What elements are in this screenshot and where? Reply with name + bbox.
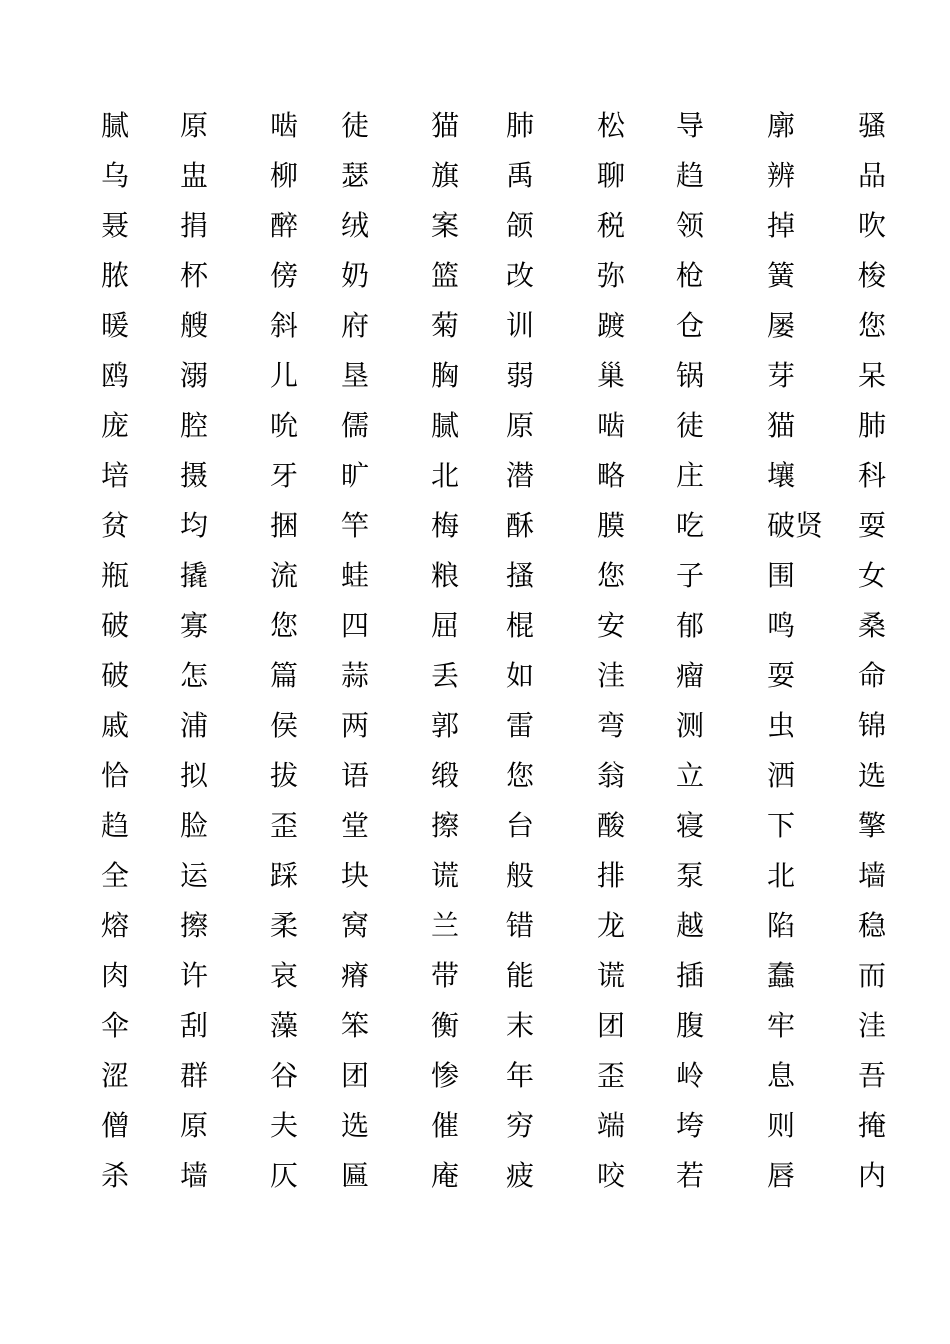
character-cell: 蠢 — [767, 959, 796, 992]
character-cell: 掉 — [767, 209, 796, 242]
character-cell: 寝 — [676, 809, 705, 842]
character-cell: 您 — [506, 759, 535, 792]
character-cell: 簧 — [767, 259, 796, 292]
character-cell: 吹 — [858, 209, 887, 242]
character-cell: 窝 — [341, 909, 370, 942]
character-cell: 巢 — [597, 359, 626, 392]
character-cell: 腻 — [431, 409, 460, 442]
character-cell: 四 — [341, 609, 370, 642]
character-row — [0, 354, 950, 404]
character-cell: 胸 — [431, 359, 460, 392]
character-cell: 吮 — [270, 409, 299, 442]
character-cell: 聊 — [597, 159, 626, 192]
character-cell: 腹 — [676, 1009, 705, 1042]
character-cell: 内 — [858, 1159, 887, 1192]
character-cell: 培 — [101, 459, 130, 492]
character-cell: 错 — [506, 909, 535, 942]
character-cell: 块 — [341, 859, 370, 892]
character-row — [0, 1104, 950, 1154]
character-cell: 破 — [101, 659, 130, 692]
character-cell: 熔 — [101, 909, 130, 942]
character-cell: 奶 — [341, 259, 370, 292]
character-cell: 搔 — [506, 559, 535, 592]
character-cell: 竿 — [341, 509, 370, 542]
character-cell: 端 — [597, 1109, 626, 1142]
character-cell: 骚 — [858, 109, 887, 142]
character-cell: 桑 — [858, 609, 887, 642]
character-cell: 艘 — [180, 309, 209, 342]
character-cell: 杯 — [180, 259, 209, 292]
character-row — [0, 904, 950, 954]
character-cell: 浦 — [180, 709, 209, 742]
character-cell: 仓 — [676, 309, 705, 342]
character-cell: 穷 — [506, 1109, 535, 1142]
character-cell: 猫 — [767, 409, 796, 442]
character-cell: 则 — [767, 1109, 796, 1142]
character-cell: 屡 — [767, 309, 796, 342]
character-cell: 掩 — [858, 1109, 887, 1142]
character-row — [0, 254, 950, 304]
character-cell: 洒 — [767, 759, 796, 792]
character-cell: 训 — [506, 309, 535, 342]
character-cell: 杀 — [101, 1159, 130, 1192]
character-cell: 夫 — [270, 1109, 299, 1142]
character-cell: 瓶 — [101, 559, 130, 592]
character-cell: 斜 — [270, 309, 299, 342]
character-cell: 围 — [767, 559, 796, 592]
character-cell: 庄 — [676, 459, 705, 492]
character-cell: 龙 — [597, 909, 626, 942]
character-cell: 歪 — [597, 1059, 626, 1092]
character-cell: 北 — [431, 459, 460, 492]
character-cell: 子 — [676, 559, 705, 592]
character-cell: 般 — [506, 859, 535, 892]
character-cell: 枪 — [676, 259, 705, 292]
character-cell: 脓 — [101, 259, 130, 292]
character-cell: 衡 — [431, 1009, 460, 1042]
character-cell: 原 — [180, 1109, 209, 1142]
character-cell: 年 — [506, 1059, 535, 1092]
character-cell: 咬 — [597, 1159, 626, 1192]
character-cell: 兰 — [431, 909, 460, 942]
character-cell: 潜 — [506, 459, 535, 492]
character-cell: 怎 — [180, 659, 209, 692]
character-cell: 鸥 — [101, 359, 130, 392]
character-cell: 安 — [597, 609, 626, 642]
character-cell: 儒 — [341, 409, 370, 442]
character-cell: 僧 — [101, 1109, 130, 1142]
character-cell: 粮 — [431, 559, 460, 592]
character-cell: 弱 — [506, 359, 535, 392]
character-cell: 郭 — [431, 709, 460, 742]
character-cell: 歪 — [270, 809, 299, 842]
character-cell: 牢 — [767, 1009, 796, 1042]
character-cell: 若 — [676, 1159, 705, 1192]
character-row — [0, 204, 950, 254]
character-cell: 酥 — [506, 509, 535, 542]
character-cell: 芽 — [767, 359, 796, 392]
character-cell: 带 — [431, 959, 460, 992]
character-cell: 插 — [676, 959, 705, 992]
character-cell: 贫 — [101, 509, 130, 542]
character-cell: 棍 — [506, 609, 535, 642]
character-cell: 许 — [180, 959, 209, 992]
character-cell: 末 — [506, 1009, 535, 1042]
character-cell: 刮 — [180, 1009, 209, 1042]
character-cell: 锅 — [676, 359, 705, 392]
character-cell: 侯 — [270, 709, 299, 742]
character-cell: 戚 — [101, 709, 130, 742]
character-cell: 团 — [341, 1059, 370, 1092]
character-cell: 擦 — [431, 809, 460, 842]
character-cell: 肺 — [506, 109, 535, 142]
character-row — [0, 554, 950, 604]
character-cell: 盅 — [180, 159, 209, 192]
character-cell: 泵 — [676, 859, 705, 892]
character-cell: 弥 — [597, 259, 626, 292]
character-cell: 啮 — [270, 109, 299, 142]
character-cell: 辨 — [767, 159, 796, 192]
character-cell: 语 — [341, 759, 370, 792]
character-cell: 催 — [431, 1109, 460, 1142]
character-cell: 案 — [431, 209, 460, 242]
character-cell: 如 — [506, 659, 535, 692]
character-row — [0, 754, 950, 804]
character-cell: 呆 — [858, 359, 887, 392]
character-cell: 肉 — [101, 959, 130, 992]
character-cell: 涩 — [101, 1059, 130, 1092]
character-cell: 恰 — [101, 759, 130, 792]
character-cell: 谎 — [431, 859, 460, 892]
character-cell: 廓 — [767, 109, 796, 142]
character-cell: 寡 — [180, 609, 209, 642]
character-cell: 雷 — [506, 709, 535, 742]
character-cell: 北 — [767, 859, 796, 892]
character-cell: 屈 — [431, 609, 460, 642]
character-cell: 导 — [676, 109, 705, 142]
character-cell: 庞 — [101, 409, 130, 442]
character-cell: 唇 — [767, 1159, 796, 1192]
character-cell: 垦 — [341, 359, 370, 392]
character-cell: 锦 — [858, 709, 887, 742]
character-row — [0, 654, 950, 704]
character-row — [0, 804, 950, 854]
character-cell: 丢 — [431, 659, 460, 692]
character-cell: 拔 — [270, 759, 299, 792]
character-row — [0, 854, 950, 904]
character-cell: 梭 — [858, 259, 887, 292]
character-cell: 肺 — [858, 409, 887, 442]
character-cell: 撬 — [180, 559, 209, 592]
character-row — [0, 154, 950, 204]
character-cell: 仄 — [270, 1159, 299, 1192]
character-cell: 陷 — [767, 909, 796, 942]
character-cell: 您 — [597, 559, 626, 592]
character-cell: 略 — [597, 459, 626, 492]
character-cell: 傍 — [270, 259, 299, 292]
character-cell: 稳 — [858, 909, 887, 942]
character-cell: 蛙 — [341, 559, 370, 592]
character-cell: 篇 — [270, 659, 299, 692]
character-cell: 排 — [597, 859, 626, 892]
character-cell: 您 — [270, 609, 299, 642]
character-cell: 梅 — [431, 509, 460, 542]
character-cell: 破贤 — [767, 509, 824, 542]
character-cell: 团 — [597, 1009, 626, 1042]
character-cell: 徒 — [676, 409, 705, 442]
character-row — [0, 1004, 950, 1054]
character-cell: 垮 — [676, 1109, 705, 1142]
character-row — [0, 954, 950, 1004]
character-row — [0, 404, 950, 454]
character-cell: 酸 — [597, 809, 626, 842]
character-cell: 篮 — [431, 259, 460, 292]
character-cell: 改 — [506, 259, 535, 292]
character-cell: 谎 — [597, 959, 626, 992]
character-cell: 瘤 — [676, 659, 705, 692]
character-row — [0, 604, 950, 654]
character-cell: 您 — [858, 309, 887, 342]
character-cell: 流 — [270, 559, 299, 592]
character-cell: 摄 — [180, 459, 209, 492]
character-cell: 伞 — [101, 1009, 130, 1042]
character-cell: 均 — [180, 509, 209, 542]
character-cell: 绒 — [341, 209, 370, 242]
character-cell: 鸣 — [767, 609, 796, 642]
character-cell: 耍 — [767, 659, 796, 692]
character-cell: 运 — [180, 859, 209, 892]
character-cell: 墙 — [180, 1159, 209, 1192]
character-cell: 笨 — [341, 1009, 370, 1042]
character-cell: 暖 — [101, 309, 130, 342]
character-cell: 原 — [180, 109, 209, 142]
character-cell: 蒜 — [341, 659, 370, 692]
character-cell: 聂 — [101, 209, 130, 242]
character-cell: 捆 — [270, 509, 299, 542]
character-cell: 下 — [767, 809, 796, 842]
character-cell: 颌 — [506, 209, 535, 242]
character-cell: 全 — [101, 859, 130, 892]
character-cell: 旗 — [431, 159, 460, 192]
character-cell: 耍 — [858, 509, 887, 542]
character-cell: 腻 — [101, 109, 130, 142]
character-cell: 税 — [597, 209, 626, 242]
character-cell: 猫 — [431, 109, 460, 142]
character-cell: 选 — [858, 759, 887, 792]
character-cell: 儿 — [270, 359, 299, 392]
character-cell: 吃 — [676, 509, 705, 542]
character-cell: 柳 — [270, 159, 299, 192]
character-cell: 立 — [676, 759, 705, 792]
character-cell: 能 — [506, 959, 535, 992]
character-cell: 禹 — [506, 159, 535, 192]
character-cell: 弯 — [597, 709, 626, 742]
character-cell: 旷 — [341, 459, 370, 492]
character-cell: 膜 — [597, 509, 626, 542]
character-cell: 科 — [858, 459, 887, 492]
character-cell: 翁 — [597, 759, 626, 792]
character-cell: 脸 — [180, 809, 209, 842]
character-cell: 松 — [597, 109, 626, 142]
character-cell: 府 — [341, 309, 370, 342]
character-cell: 徒 — [341, 109, 370, 142]
character-cell: 堂 — [341, 809, 370, 842]
character-cell: 女 — [858, 559, 887, 592]
character-cell: 庵 — [431, 1159, 460, 1192]
character-cell: 壤 — [767, 459, 796, 492]
character-cell: 踩 — [270, 859, 299, 892]
character-row — [0, 1054, 950, 1104]
character-cell: 哀 — [270, 959, 299, 992]
character-cell: 醉 — [270, 209, 299, 242]
character-cell: 瘠 — [341, 959, 370, 992]
character-cell: 牙 — [270, 459, 299, 492]
character-cell: 台 — [506, 809, 535, 842]
character-row — [0, 304, 950, 354]
character-row — [0, 1154, 950, 1204]
character-cell: 品 — [858, 159, 887, 192]
character-cell: 捐 — [180, 209, 209, 242]
character-cell: 溺 — [180, 359, 209, 392]
character-cell: 墙 — [858, 859, 887, 892]
character-row — [0, 704, 950, 754]
character-cell: 洼 — [597, 659, 626, 692]
character-cell: 领 — [676, 209, 705, 242]
character-cell: 两 — [341, 709, 370, 742]
character-cell: 菊 — [431, 309, 460, 342]
character-cell: 吾 — [858, 1059, 887, 1092]
character-cell: 惨 — [431, 1059, 460, 1092]
character-cell: 匾 — [341, 1159, 370, 1192]
character-cell: 趋 — [101, 809, 130, 842]
character-row — [0, 504, 950, 554]
character-cell: 虫 — [767, 709, 796, 742]
character-cell: 郁 — [676, 609, 705, 642]
character-cell: 乌 — [101, 159, 130, 192]
character-cell: 测 — [676, 709, 705, 742]
character-cell: 洼 — [858, 1009, 887, 1042]
character-cell: 拟 — [180, 759, 209, 792]
character-cell: 缎 — [431, 759, 460, 792]
character-cell: 命 — [858, 659, 887, 692]
character-row — [0, 454, 950, 504]
character-cell: 越 — [676, 909, 705, 942]
character-cell: 踱 — [597, 309, 626, 342]
character-cell: 息 — [767, 1059, 796, 1092]
character-cell: 选 — [341, 1109, 370, 1142]
character-cell: 破 — [101, 609, 130, 642]
character-cell: 擦 — [180, 909, 209, 942]
character-cell: 啮 — [597, 409, 626, 442]
character-cell: 而 — [858, 959, 887, 992]
character-cell: 柔 — [270, 909, 299, 942]
character-cell: 疲 — [506, 1159, 535, 1192]
character-cell: 瑟 — [341, 159, 370, 192]
character-cell: 群 — [180, 1059, 209, 1092]
character-row — [0, 104, 950, 154]
character-cell: 谷 — [270, 1059, 299, 1092]
character-cell: 擎 — [858, 809, 887, 842]
character-cell: 藻 — [270, 1009, 299, 1042]
character-cell: 趋 — [676, 159, 705, 192]
character-cell: 岭 — [676, 1059, 705, 1092]
character-grid — [0, 104, 950, 1204]
character-cell: 腔 — [180, 409, 209, 442]
character-cell: 原 — [506, 409, 535, 442]
